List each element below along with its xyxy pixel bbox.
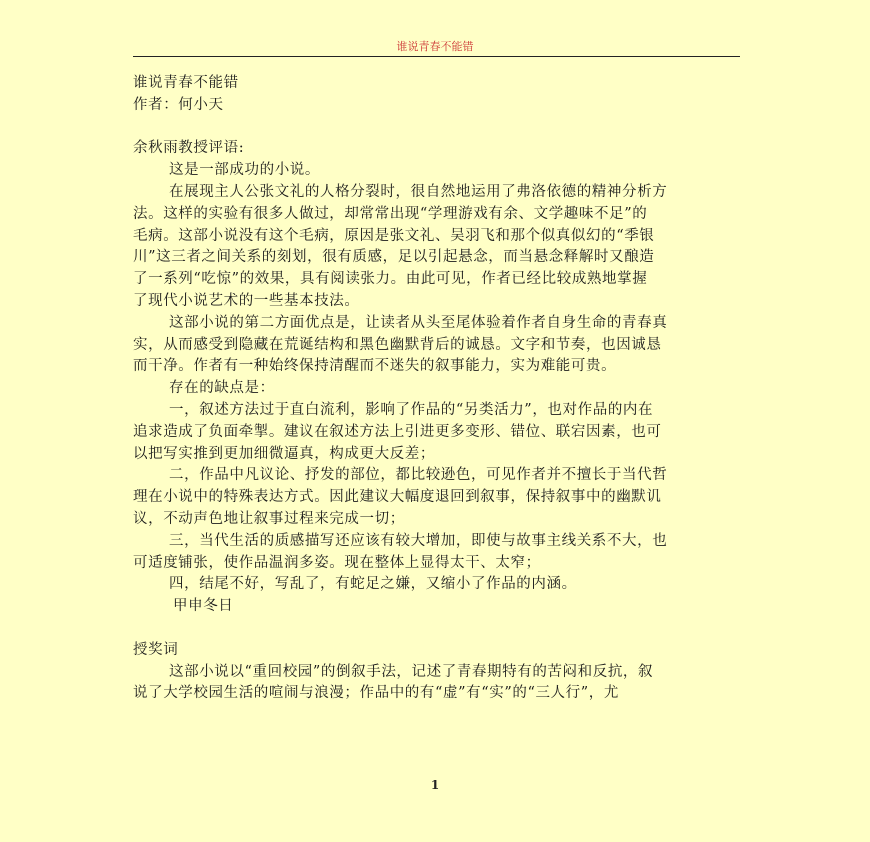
- review-line: 这是一部成功的小说。: [169, 162, 320, 179]
- running-header: 谁说青春不能错: [396, 40, 474, 53]
- review-line: 这部小说的第二方面优点是，让读者从头至尾体验着作者自身生命的青春真: [169, 314, 668, 331]
- review-line: 理在小说中的特殊表达方式。因此建议大幅度退回到叙事，保持叙事中的幽默讥: [133, 489, 662, 506]
- blank-line: [133, 117, 743, 139]
- review-line: 而干净。作者有一种始终保持清醒而不迷失的叙事能力，实为难能可贵。: [133, 358, 617, 375]
- document-author: 作者：何小天: [133, 96, 224, 113]
- document-title: 谁说青春不能错: [133, 75, 239, 91]
- review-line: 可适度铺张，使作品温润多姿。现在整体上显得太干、太窄；: [133, 554, 541, 571]
- review-line: 四，结尾不好，写乱了，有蛇足之嫌，又缩小了作品的内涵。: [169, 576, 577, 593]
- review-date: 甲申冬日: [173, 598, 234, 615]
- review-line: 三，当代生活的质感描写还应该有较大增加，即使与故事主线关系不大，也: [169, 532, 668, 549]
- review-line: 了现代小说艺术的一些基本技法。: [133, 292, 360, 309]
- review-line: 法。这样的实验有很多人做过，却常常出现“学理游戏有余、文学趣味不足”的: [133, 205, 648, 222]
- review-line: 毛病。这部小说没有这个毛病，原因是张文礼、吴羽飞和那个似真似幻的“季银: [133, 227, 655, 244]
- review-line: 一，叙述方法过于直白流利，影响了作品的“另类活力”，也对作品的内在: [169, 401, 654, 418]
- review-line: 议，不动声色地让叙事过程来完成一切；: [133, 510, 405, 527]
- award-heading: 授奖词: [133, 641, 179, 658]
- review-line: 以把写实推到更加细微逼真，构成更大反差；: [133, 445, 435, 462]
- document-body: [133, 73, 743, 705]
- review-heading: 余秋雨教授评语:: [133, 140, 245, 157]
- review-line: 川”这三者之间关系的刻划，很有质感，足以引起悬念，而当悬念释解时又酿造: [133, 249, 655, 266]
- review-line: 追求造成了负面牵掣。建议在叙述方法上引进更多变形、错位、联宕因素，也可: [133, 423, 662, 440]
- page-number: 1: [430, 778, 440, 792]
- review-line: 了一系列“吃惊”的效果，具有阅读张力。由此可见，作者已经比较成熟地掌握: [133, 271, 648, 288]
- review-line: 实，从而感受到隐藏在荒诞结构和黑色幽默背后的诚恳。文字和节奏，也因诚恳: [133, 336, 662, 353]
- review-line: 二，作品中凡议论、抒发的部位，都比较逊色，可见作者并不擅长于当代哲: [169, 467, 668, 484]
- review-line: 存在的缺点是：: [169, 380, 275, 397]
- header-rule: [133, 56, 740, 57]
- blank-line: [133, 618, 743, 640]
- award-line: 说了大学校园生活的喧闹与浪漫；作品中的有“虚”有“实”的“三人行”，尤: [133, 685, 619, 702]
- award-line: 这部小说以“重回校园”的倒叙手法，记述了青春期特有的苦闷和反抗，叙: [169, 663, 654, 680]
- review-line: 在展现主人公张文礼的人格分裂时，很自然地运用了弗洛依德的精神分析方: [169, 183, 668, 200]
